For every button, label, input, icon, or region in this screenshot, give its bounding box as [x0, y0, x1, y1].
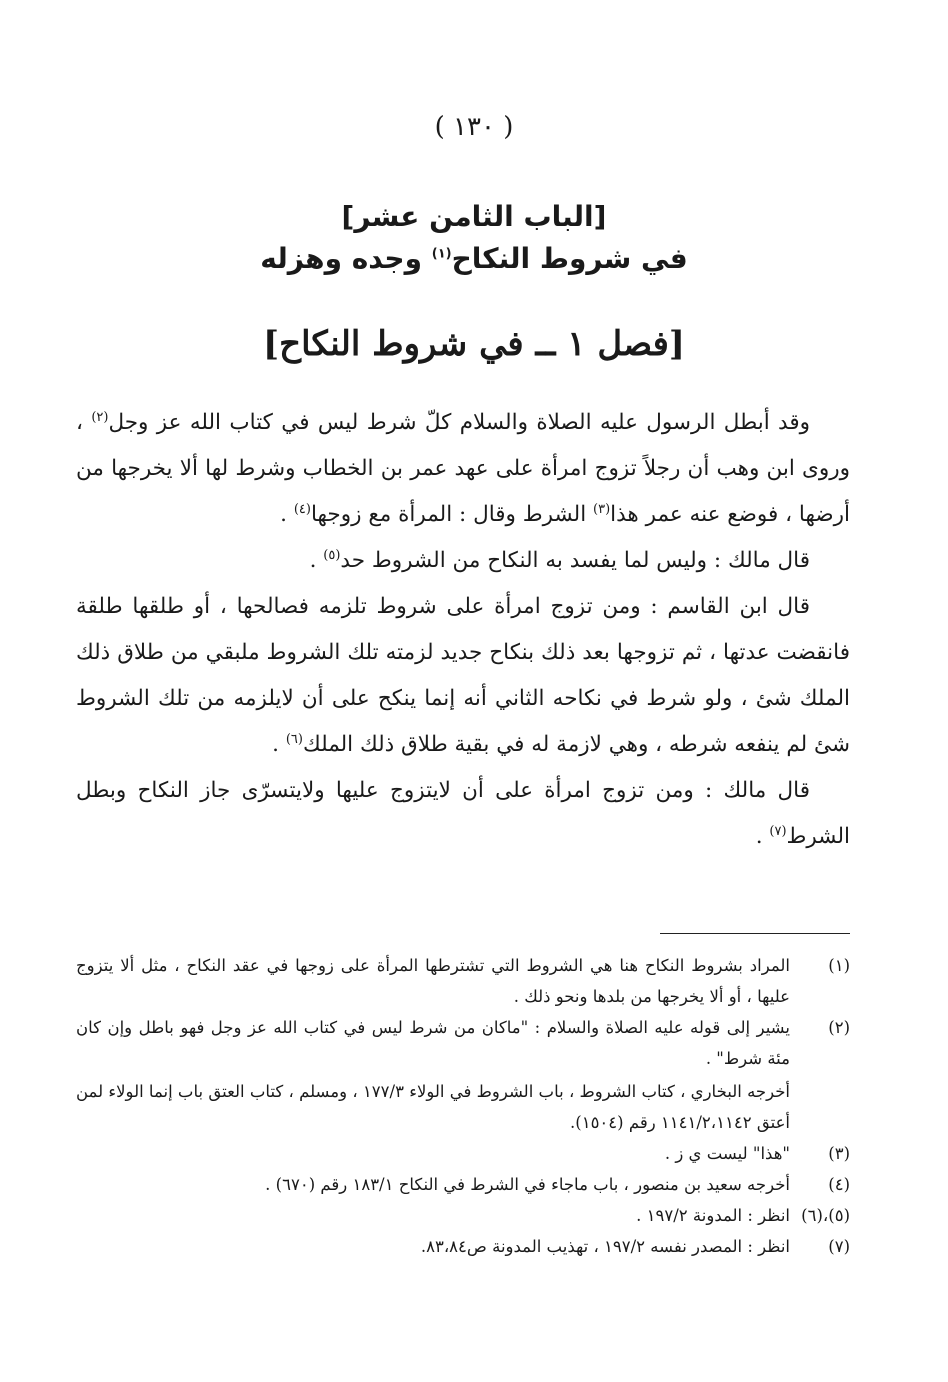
chapter-subtitle-text-end: وجده وهزله	[260, 242, 432, 275]
footnote	[76, 1138, 850, 1169]
footnote-divider	[660, 933, 850, 934]
chapter-subtitle	[100, 238, 848, 280]
footnote-text: أخرجه سعيد بن منصور ، باب ماجاء في الشرط في النكاح ١٨٣/١ رقم (٦٧٠) .	[265, 1175, 790, 1194]
footnote-ref[interactable]: (٤)	[293, 501, 311, 517]
footnote-ref[interactable]: (١)	[431, 246, 452, 262]
paragraph-text: .	[755, 824, 770, 849]
paragraph-text: .	[272, 732, 286, 757]
footnote-text: انظر : المدونة ١٩٧/٢ .	[636, 1206, 790, 1225]
footnote	[76, 950, 850, 1012]
chapter-title: [الباب الثامن عشر]	[341, 200, 607, 233]
paragraph-text: ، وروى ابن وهب أن رجلاً تزوج امرأة على عهد عمر بن الخطاب وشرط لها ألا يخرجها من أرضها ، فوضع عنه عمر هذا	[76, 410, 850, 527]
paragraph-text: .	[280, 502, 294, 527]
paragraph-text: قال مالك : وليس لما يفسد به النكاح من الشروط حد	[340, 548, 810, 573]
chapter-heading	[100, 196, 848, 280]
footnote	[76, 1012, 850, 1074]
footnote-text: أخرجه البخاري ، كتاب الشروط ، باب الشروط في الولاء ١٧٧/٣ ، ومسلم ، كتاب العتق باب إنما الولاء لمن أعتق ١١٤١/٢،١١٤٢ رقم (١٥٠٤).	[76, 1082, 790, 1132]
footnote-ref[interactable]: (٧)	[769, 823, 787, 839]
footnote-number: (٢)	[828, 1018, 850, 1037]
chapter-subtitle-text: في شروط النكاح	[451, 242, 688, 275]
paragraph-text: قال مالك : ومن تزوج امرأة على أن لايتزوج عليها ولايتسرّى جاز النكاح وبطل الشرط	[76, 778, 850, 849]
paragraph-text: قال ابن القاسم : ومن تزوج امرأة على شروط تلزمه فصالحها ، أو طلقها طلقة فانقضت عدتها ، ثم تزوجها بعد ذلك بنكاح جديد لزمته تلك الشروط ملبقي من طلاق ذلك الملك شئ ، ولو شرط في نكاحه الثاني أنه إنما ينكح على أن لايلزمه من تلك الشروط شئ لم ينفعه شرطه ، وهي لازمة له في بقية طلاق ذلك الملك	[76, 594, 850, 757]
paragraph	[76, 538, 850, 584]
paragraph	[76, 768, 850, 860]
footnote	[76, 1200, 850, 1231]
footnote-number: (١)	[828, 956, 850, 975]
footnote	[76, 1231, 850, 1262]
footnote-ref[interactable]: (٣)	[593, 501, 611, 517]
footnote-text: انظر : المصدر نفسه ١٩٧/٢ ، تهذيب المدونة ص٨٣،٨٤.	[420, 1237, 790, 1256]
paragraph-text: وقد أبطل الرسول عليه الصلاة والسلام كلّ شرط ليس في كتاب الله عز وجل	[108, 410, 810, 435]
paragraph-text: الشرط وقال : المرأة مع زوجها	[310, 502, 594, 527]
paragraph-text: .	[309, 548, 324, 573]
footnote-number: (٣)	[828, 1144, 850, 1163]
body-text	[76, 400, 850, 860]
footnote-number: (٤)	[828, 1175, 850, 1194]
footnote-ref[interactable]: (٢)	[91, 409, 109, 425]
page-number: ( ١٣٠ )	[434, 112, 514, 142]
footnote	[76, 1169, 850, 1200]
footnote-number: (٧)	[828, 1237, 850, 1256]
footnote	[76, 1074, 850, 1138]
paragraph	[76, 400, 850, 538]
footnote-ref[interactable]: (٦)	[285, 731, 303, 747]
footnote-number: (٥)،(٦)	[801, 1206, 850, 1225]
paragraph	[76, 584, 850, 768]
footnote-ref[interactable]: (٥)	[323, 547, 341, 563]
section-title: [فصل ١ ــ في شروط النكاح]	[263, 324, 685, 364]
footnote-text: المراد بشروط النكاح هنا هي الشروط التي تشترطها المرأة على زوجها في عقد النكاح ، مثل ألا يتزوج عليها ، أو ألا يخرجها من بلدها ونحو ذلك .	[76, 956, 790, 1006]
footnote-text: "هذا" ليست ي ز .	[664, 1144, 790, 1163]
footnotes	[76, 950, 850, 1262]
footnote-text: يشير إلى قوله عليه الصلاة والسلام : "ماكان من شرط ليس في كتاب الله عز وجل فهو باطل وإن كان مئة شرط" .	[76, 1018, 790, 1068]
